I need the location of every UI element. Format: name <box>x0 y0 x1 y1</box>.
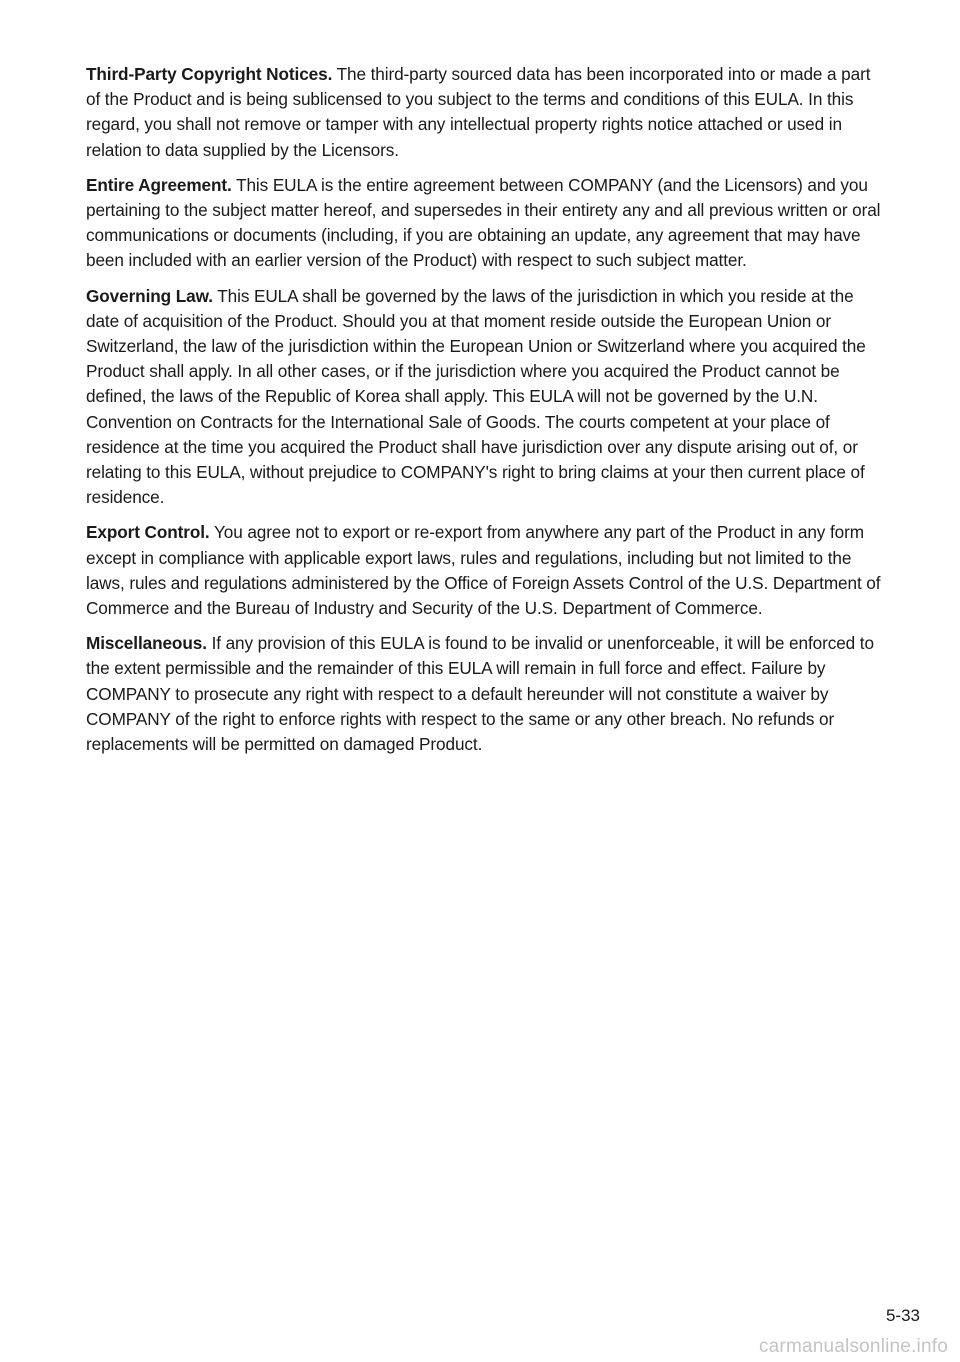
section-title: Governing Law. <box>86 285 213 306</box>
section-governing-law <box>86 284 886 511</box>
section-body: If any provision of this EULA is found to be invalid or unenforceable, it will be enforced to the extent permissible and the remainder of this EULA will remain in full force and effect. Failure by COMPANY to prosecute any right with respect to a default hereunder will not constitute a waiver by COMPANY of the right to enforce rights with respect to the same or any other breach. No refunds or replacements will be permitted on damaged Product. <box>86 633 874 755</box>
document-body <box>86 62 886 767</box>
section-body: This EULA is the entire agreement between COMPANY (and the Licensors) and you pertaining to the subject matter hereof, and supersedes in their entirety any and all previous written or oral communications or documents (including, if you are obtaining an update, any agreement that may have been included with an earlier version of the Product) with respect to such subject matter. <box>86 174 881 271</box>
section-title: Entire Agreement. <box>86 174 232 195</box>
section-export-control <box>86 520 886 621</box>
section-body: This EULA shall be governed by the laws of the jurisdiction in which you reside at the date of acquisition of the Product. Should you at that moment reside outside the European Union or Switzerland, the law of the jurisdiction within the European Union or Switzerland where you acquired the Product shall apply. In all other cases, or if the jurisdiction where you acquired the Product cannot be defined, the laws of the Republic of Korea shall apply. This EULA will not be governed by the U.N. Convention on Contracts for the International Sale of Goods. The courts competent at your place of residence at the time you acquired the Product shall have jurisdiction over any dispute arising out of, or relating to this EULA, without prejudice to COMPANY's right to bring claims at your then current place of residence. <box>86 285 866 508</box>
section-body: The third-party sourced data has been incorporated into or made a part of the Product and is being sublicensed to you subject to the terms and conditions of this EULA. In this regard, you shall not remove or tamper with any intellectual property rights notice attached or used in relation to data supplied by the Licensors. <box>86 64 871 160</box>
section-third-party-copyright <box>86 62 886 163</box>
section-title: Miscellaneous. <box>86 633 207 654</box>
page-number: 5-33 <box>885 1306 920 1325</box>
section-title: Export Control. <box>86 522 210 543</box>
section-entire-agreement <box>86 173 886 274</box>
section-miscellaneous <box>86 631 886 757</box>
section-body: You agree not to export or re-export from anywhere any part of the Product in any form except in compliance with applicable export laws, rules and regulations, including but not limited to the laws, rules and regulations administered by the Office of Foreign Assets Control of the U.S. Department of Commerce and the Bureau of Industry and Security of the U.S. Department of Commerce. <box>86 522 881 619</box>
section-title: Third-Party Copyright Notices. <box>86 64 333 84</box>
watermark: carmanualsonline.info <box>758 1336 948 1357</box>
